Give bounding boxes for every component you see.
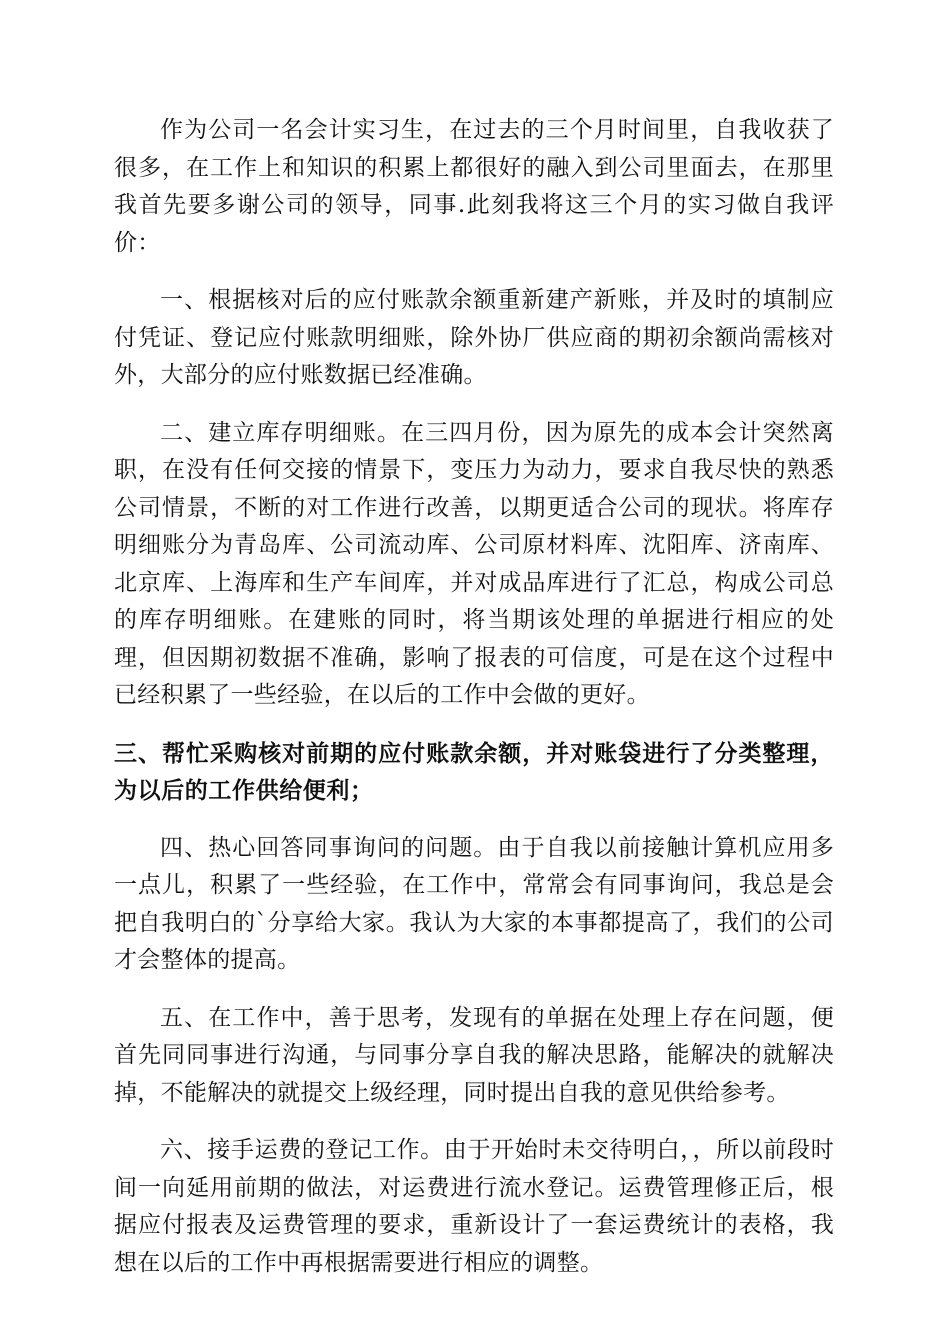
paragraph-item-5: 五、在工作中，善于思考，发现有的单据在处理上存在问题，便首先同同事进行沟通，与同事分享自我的解决思路，能解决的就解决掉，不能解决的就提交上级经理，同时提出自我的意见供给参考。	[114, 1004, 834, 1106]
paragraph-item-6: 六、接手运费的登记工作。由于开始时未交待明白，，所以前段时间一向延用前期的做法，对运费进行流水登记。运费管理修正后，根据应付报表及运费管理的要求，重新设计了一套运费统计的表格，我想在以后的工作中再根据需要进行相应的调整。	[114, 1137, 834, 1276]
paragraph-intro: 作为公司一名会计实习生，在过去的三个月时间里，自我收获了很多，在工作上和知识的积累上都很好的融入到公司里面去，在那里我首先要多谢公司的领导，同事.此刻我将这三个月的实习做自我评价：	[114, 117, 834, 256]
paragraph-item-3: 三、帮忙采购核对前期的应付账款余额，并对账袋进行了分类整理，为以后的工作供给便利；	[114, 739, 834, 804]
paragraph-item-2: 二、建立库存明细账。在三四月份，因为原先的成本会计突然离职，在没有任何交接的情景下，变压力为动力，要求自我尽快的熟悉公司情景，不断的对工作进行改善，以期更适合公司的现状。将库存明细账分为青岛库、公司流动库、公司原材料库、沈阳库、济南库、北京库、上海库和生产车间库，并对成品库进行了汇总，构成公司总的库存明细账。在建账的同时，将当期该处理的单据进行相应的处理，但因期初数据不准确，影响了报表的可信度，可是在这个过程中已经积累了一些经验，在以后的工作中会做的更好。	[114, 419, 834, 708]
paragraph-item-4: 四、热心回答同事询问的问题。由于自我以前接触计算机应用多一点儿，积累了一些经验，在工作中，常常会有同事询问，我总是会把自我明白的`分享给大家。我认为大家的本事都提高了，我们的公司才会整体的提高。	[114, 834, 834, 973]
paragraph-item-1: 一、根据核对后的应付账款余额重新建产新账，并及时的填制应付凭证、登记应付账款明细账，除外协厂供应商的期初余额尚需核对外，大部分的应付账数据已经准确。	[114, 287, 834, 388]
document-body	[114, 112, 834, 1282]
